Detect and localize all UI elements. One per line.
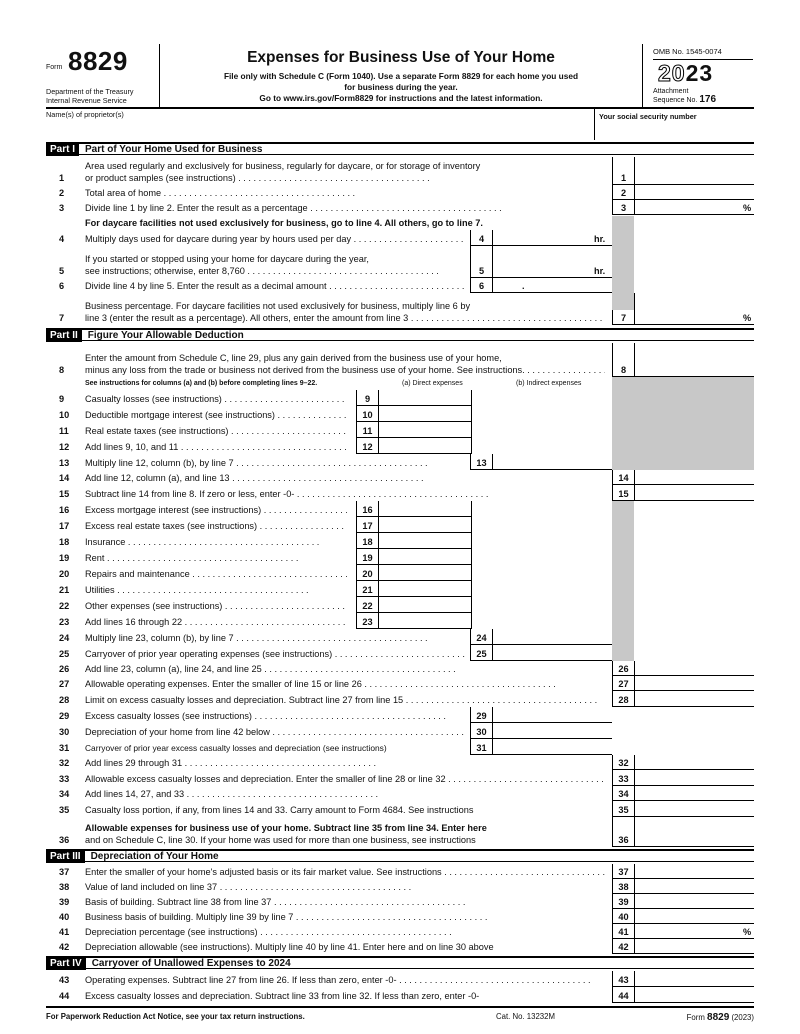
line-27-text: Allowable operating expenses. Enter the smaller of line 15 or line 26 . . <box>85 679 605 689</box>
line-2-number: 2 <box>59 188 65 198</box>
line-30-amount-field[interactable] <box>492 723 612 739</box>
proprietor-name-field[interactable] <box>46 118 594 140</box>
part-4-header <box>46 956 754 969</box>
ssn-field[interactable] <box>598 122 754 140</box>
line-35-amount-field[interactable] <box>634 801 754 817</box>
line-26-number: 26 <box>59 664 70 674</box>
line-31-box-label: 31 <box>470 739 492 755</box>
line-4-row <box>46 230 754 246</box>
line-13-text: Multiply line 12, column (b), by line 7 . . <box>85 458 465 468</box>
line-14-box-label: 14 <box>612 470 634 485</box>
line-34-number: 34 <box>59 789 70 799</box>
line-5-number: 5 <box>59 266 65 276</box>
line-25-row <box>46 645 754 661</box>
form-footer-id <box>687 1012 754 1023</box>
line-24-text: Multiply line 23, column (b), by line 7 . . <box>85 633 465 643</box>
line-17-amount-field[interactable] <box>378 517 471 533</box>
line-36-amount-field[interactable] <box>634 817 754 847</box>
line-8-amount-field[interactable] <box>634 343 754 377</box>
line-19-row <box>46 549 754 565</box>
department-name: Department of the Treasury <box>46 87 134 96</box>
line-1-amount-field[interactable] <box>634 157 754 185</box>
line-30-text: Depreciation of your home from line 42 below . . <box>85 727 465 737</box>
line-21-row <box>46 581 754 597</box>
line-14-number: 14 <box>59 473 70 483</box>
line-33-box-label: 33 <box>612 770 634 786</box>
line-29-number: 29 <box>59 711 70 721</box>
line-8-number: 8 <box>59 365 65 375</box>
line-7-text-1: Business percentage. For daycare facilities not used exclusively for business, multiply line 6 by <box>85 301 471 311</box>
proprietor-name-label: Name(s) of proprietor(s) <box>46 110 124 119</box>
line-19-box-label: 19 <box>356 549 378 565</box>
line-13-box-label: 13 <box>470 454 492 470</box>
part-2-label: Part II <box>46 330 82 342</box>
shaded-area-part1 <box>612 216 634 310</box>
line-8-row <box>46 343 754 377</box>
line-19-number: 19 <box>59 553 70 563</box>
line-21-number: 21 <box>59 585 70 595</box>
line-14-text: Add line 12, column (a), and line 13 . . <box>85 473 605 483</box>
line-41-text: Depreciation percentage (see instructions) . . <box>85 927 605 937</box>
ssn-label: Your social security number <box>599 112 697 121</box>
line-44-number: 44 <box>59 991 70 1001</box>
line-1-box-label: 1 <box>612 157 634 185</box>
line-40-row <box>46 909 754 924</box>
line-6-row <box>46 278 754 293</box>
line-38-box-label: 38 <box>612 879 634 894</box>
column-a-header: (a) Direct expenses <box>402 380 463 387</box>
line-1-text-1: Area used regularly and exclusively for business, regularly for daycare, or for storage of inventory <box>85 161 481 171</box>
line-44-box-label: 44 <box>612 987 634 1003</box>
line-13-amount-field[interactable] <box>492 454 612 470</box>
line-23-col-b-field[interactable] <box>471 613 472 629</box>
line-42-row <box>46 939 754 954</box>
line-7-text-2: line 3 (enter the result as a percentage). All others, enter the amount from line 3 . . <box>85 313 605 323</box>
line-24-number: 24 <box>59 633 70 643</box>
line-30-number: 30 <box>59 727 70 737</box>
line-37-amount-field[interactable] <box>634 864 754 879</box>
line-41-row <box>46 924 754 939</box>
line-27-number: 27 <box>59 679 70 689</box>
line-43-row <box>46 971 754 987</box>
line-18-col-b-field[interactable] <box>471 533 472 549</box>
line-7-row <box>46 293 754 325</box>
line-6-unit: . <box>522 281 525 291</box>
line-37-number: 37 <box>59 867 70 877</box>
line-6-box-label: 6 <box>470 278 492 293</box>
line-24-box-label: 24 <box>470 629 492 645</box>
sequence-number: 176 <box>699 94 717 105</box>
line-21-col-b-field[interactable] <box>471 581 472 597</box>
line-33-number: 33 <box>59 774 70 784</box>
footer-form-label: Form <box>686 1013 705 1022</box>
line-30-row <box>46 723 754 739</box>
line-23-box-label: 23 <box>356 613 378 629</box>
irs-name: Internal Revenue Service <box>46 96 127 105</box>
line-11-box-label: 11 <box>356 422 378 438</box>
line-27-box-label: 27 <box>612 676 634 691</box>
line-37-box-label: 37 <box>612 864 634 879</box>
line-8-box-label: 8 <box>612 343 634 377</box>
line-31-amount-field[interactable] <box>492 739 612 755</box>
form-id-block <box>46 44 160 107</box>
line-43-text: Operating expenses. Subtract line 27 from line 26. If less than zero, enter -0- . . <box>85 975 605 985</box>
line-26-text: Add line 23, column (a), line 24, and line 25 . . <box>85 664 605 674</box>
line-22-text: Other expenses (see instructions) . . <box>85 601 347 611</box>
line-29-text: Excess casualty losses (see instructions) . . <box>85 711 465 721</box>
subtitle-line-2: for business during the year. <box>344 82 458 92</box>
line-44-row <box>46 987 754 1003</box>
footer-form-year: (2023) <box>731 1013 754 1022</box>
line-12-col-b-field[interactable] <box>471 438 472 454</box>
line-3-box-label: 3 <box>612 200 634 215</box>
line-7-unit: % <box>743 313 752 323</box>
line-9-box-label: 9 <box>356 390 378 406</box>
line-42-text: Depreciation allowable (see instructions). Multiply line 40 by line 41. Enter here and on line 30 above <box>85 942 494 952</box>
line-21-box-label: 21 <box>356 581 378 597</box>
line-24-row <box>46 629 754 645</box>
line-1-number: 1 <box>59 173 65 183</box>
line-6-amount-field[interactable] <box>492 278 612 293</box>
line-7-box-label: 7 <box>612 293 634 325</box>
line-20-row <box>46 565 754 581</box>
line-5-box-label: 5 <box>470 246 492 278</box>
line-23-amount-field[interactable] <box>378 613 471 629</box>
paperwork-notice: For Paperwork Reduction Act Notice, see your tax return instructions. <box>46 1012 305 1021</box>
column-b-header: (b) Indirect expenses <box>516 380 582 387</box>
line-10-amount-field[interactable] <box>378 406 471 422</box>
line-26-amount-field[interactable] <box>634 661 754 676</box>
line-38-number: 38 <box>59 882 70 892</box>
shaded-area-part2-a <box>612 377 754 470</box>
daycare-note: For daycare facilities not used exclusively for business, go to line 4. All others, go to line 7. <box>85 218 483 228</box>
line-9-amount-field[interactable] <box>378 390 471 406</box>
line-11-col-b-field[interactable] <box>471 422 472 438</box>
line-18-number: 18 <box>59 537 70 547</box>
line-27-row <box>46 676 754 691</box>
line-41-unit: % <box>743 927 752 937</box>
line-22-box-label: 22 <box>356 597 378 613</box>
line-1-text-2: or product samples (see instructions) . . <box>85 173 605 183</box>
line-4-number: 4 <box>59 234 65 244</box>
line-43-number: 43 <box>59 975 70 985</box>
line-31-row <box>46 739 754 755</box>
line-32-row <box>46 755 754 770</box>
line-44-text: Excess casualty losses and depreciation. Subtract line 33 from line 32. If less than zero, enter -0- <box>85 991 480 1001</box>
attachment-label: Attachment <box>653 88 689 95</box>
line-27-amount-field[interactable] <box>634 676 754 691</box>
line-1-row <box>46 157 754 185</box>
form-number: 8829 <box>68 46 128 76</box>
line-22-row <box>46 597 754 613</box>
line-38-amount-field[interactable] <box>634 879 754 894</box>
line-36-text-1: Allowable expenses for business use of your home. Subtract line 35 from line 34. Enter here <box>85 823 487 833</box>
line-33-row <box>46 770 754 786</box>
line-2-text: Total area of home . . <box>85 188 605 198</box>
sequence-label: Sequence No. <box>653 97 698 104</box>
line-4-unit: hr. <box>594 234 606 244</box>
line-40-number: 40 <box>59 912 70 922</box>
footer <box>46 1006 754 1021</box>
line-11-number: 11 <box>59 426 69 436</box>
line-15-amount-field[interactable] <box>634 485 754 501</box>
part-2-header <box>46 328 754 341</box>
line-26-row <box>46 661 754 676</box>
line-3-unit: % <box>743 203 752 213</box>
form-8829 <box>46 44 754 1022</box>
line-16-row <box>46 501 754 517</box>
line-37-row <box>46 864 754 879</box>
footer-form-number: 8829 <box>707 1012 730 1023</box>
line-30-box-label: 30 <box>470 723 492 739</box>
line-16-col-b-field[interactable] <box>471 501 472 517</box>
line-20-number: 20 <box>59 569 70 579</box>
line-36-row <box>46 817 754 847</box>
line-32-number: 32 <box>59 758 70 768</box>
line-18-amount-field[interactable] <box>378 533 471 549</box>
line-15-row <box>46 485 754 501</box>
line-39-row <box>46 894 754 909</box>
line-25-box-label: 25 <box>470 645 492 661</box>
line-23-number: 23 <box>59 617 70 627</box>
line-25-text: Carryover of prior year operating expenses (see instructions) . . <box>85 649 465 659</box>
line-18-box-label: 18 <box>356 533 378 549</box>
header-divider <box>46 107 754 109</box>
line-7-amount-field[interactable] <box>634 293 754 325</box>
line-18-text: Insurance . . <box>85 537 347 547</box>
line-22-amount-field[interactable] <box>378 597 471 613</box>
line-32-text: Add lines 29 through 31 . . <box>85 758 605 768</box>
form-title: Expenses for Business Use of Your Home <box>247 49 555 66</box>
line-16-text: Excess mortgage interest (see instructions) . . <box>85 505 347 515</box>
tax-year <box>658 60 713 87</box>
line-12-box-label: 12 <box>356 438 378 454</box>
line-11-amount-field[interactable] <box>378 422 471 438</box>
line-42-number: 42 <box>59 942 70 952</box>
part-3-title: Depreciation of Your Home <box>90 851 219 862</box>
line-10-text: Deductible mortgage interest (see instructions) . . <box>85 410 347 420</box>
line-24-amount-field[interactable] <box>492 629 612 645</box>
line-29-amount-field[interactable] <box>492 707 612 723</box>
line-15-text: Subtract line 14 from line 8. If zero or less, enter -0- . . <box>85 489 605 499</box>
line-9-number: 9 <box>59 394 65 404</box>
line-19-col-b-field[interactable] <box>471 549 472 565</box>
line-34-box-label: 34 <box>612 786 634 801</box>
line-36-number: 36 <box>59 835 70 845</box>
line-9-col-b-field[interactable] <box>471 390 472 406</box>
line-34-row <box>46 786 754 801</box>
line-43-box-label: 43 <box>612 971 634 987</box>
subtitle-line-3: Go to www.irs.gov/Form8829 for instructions and the latest information. <box>259 93 543 103</box>
part-2-title: Figure Your Allowable Deduction <box>87 330 244 341</box>
line-4-box-label: 4 <box>470 230 492 246</box>
line-21-amount-field[interactable] <box>378 581 471 597</box>
line-28-row <box>46 691 754 707</box>
line-26-box-label: 26 <box>612 661 634 676</box>
line-5-row <box>46 246 754 278</box>
line-3-row <box>46 200 754 215</box>
line-40-text: Business basis of building. Multiply line 39 by line 7 . . <box>85 912 605 922</box>
form-label: Form <box>46 64 63 71</box>
line-40-amount-field[interactable] <box>634 909 754 924</box>
year-suffix: 23 <box>685 60 714 86</box>
line-33-amount-field[interactable] <box>634 770 754 786</box>
line-25-number: 25 <box>59 649 70 659</box>
line-44-amount-field[interactable] <box>634 987 754 1003</box>
line-18-row <box>46 533 754 549</box>
omb-block <box>642 44 754 107</box>
line-17-text: Excess real estate taxes (see instructions) . . <box>85 521 347 531</box>
omb-number: OMB No. 1545-0074 <box>653 47 753 60</box>
line-39-text: Basis of building. Subtract line 38 from line 37 . . <box>85 897 605 907</box>
line-15-number: 15 <box>59 489 70 499</box>
line-6-number: 6 <box>59 281 65 291</box>
line-17-number: 17 <box>59 521 70 531</box>
title-block <box>160 44 642 107</box>
line-25-amount-field[interactable] <box>492 645 612 661</box>
line-22-number: 22 <box>59 601 70 611</box>
part-3-header <box>46 849 754 862</box>
cat-number: Cat. No. 13232M <box>496 1012 555 1021</box>
line-12-amount-field[interactable] <box>378 438 471 454</box>
part-1-header <box>46 142 754 155</box>
line-36-box-label: 36 <box>612 817 634 847</box>
line-31-number: 31 <box>59 743 70 753</box>
line-41-number: 41 <box>59 927 70 937</box>
line-35-box-label: 35 <box>612 801 634 817</box>
line-3-amount-field[interactable] <box>634 200 754 215</box>
line-40-box-label: 40 <box>612 909 634 924</box>
line-20-box-label: 20 <box>356 565 378 581</box>
line-34-text: Add lines 14, 27, and 33 . . <box>85 789 605 799</box>
line-28-number: 28 <box>59 695 70 705</box>
line-31-text: Carryover of prior year excess casualty losses and depreciation (see instructions) <box>85 743 387 753</box>
line-10-box-label: 10 <box>356 406 378 422</box>
line-17-box-label: 17 <box>356 517 378 533</box>
line-20-amount-field[interactable] <box>378 565 471 581</box>
line-39-box-label: 39 <box>612 894 634 909</box>
year-prefix: 20 <box>658 60 686 86</box>
line-4-text: Multiply days used for daycare during year by hours used per day . . <box>85 234 465 244</box>
attachment-sequence <box>653 88 716 105</box>
line-11-text: Real estate taxes (see instructions) . . <box>85 426 347 436</box>
line-3-number: 3 <box>59 203 65 213</box>
line-42-amount-field[interactable] <box>634 939 754 954</box>
line-23-row <box>46 613 754 629</box>
form-subtitle <box>160 71 642 104</box>
line-3-text: Divide line 1 by line 2. Enter the result as a percentage . . <box>85 203 605 213</box>
line-42-box-label: 42 <box>612 939 634 954</box>
line-19-amount-field[interactable] <box>378 549 471 565</box>
line-16-number: 16 <box>59 505 70 515</box>
part-1-label: Part I <box>46 144 79 156</box>
line-16-amount-field[interactable] <box>378 501 471 517</box>
line-23-text: Add lines 16 through 22 . . <box>85 617 347 627</box>
line-32-amount-field[interactable] <box>634 755 754 770</box>
line-32-box-label: 32 <box>612 755 634 770</box>
line-12-text: Add lines 9, 10, and 11 . . <box>85 442 347 452</box>
line-34-amount-field[interactable] <box>634 786 754 801</box>
line-38-text: Value of land included on line 37 . . <box>85 882 605 892</box>
line-10-col-b-field[interactable] <box>471 406 472 422</box>
line-5-text-2: see instructions; otherwise, enter 8,760 . . <box>85 266 465 276</box>
line-17-col-b-field[interactable] <box>471 517 472 533</box>
part-4-title: Carryover of Unallowed Expenses to 2024 <box>91 958 291 969</box>
line-12-number: 12 <box>59 442 70 452</box>
line-36-text-2: and on Schedule C, line 30. If your home was used for more than one business, see instructions <box>85 835 476 845</box>
line-5-text-1: If you started or stopped using your home for daycare during the year, <box>85 254 369 264</box>
line-33-text: Allowable excess casualty losses and depreciation. Enter the smaller of line 28 or line 32 . . <box>85 774 605 784</box>
line-8-text-2: minus any loss from the trade or business not derived from the business use of your home. See instructions. . . <box>85 365 605 375</box>
line-14-amount-field[interactable] <box>634 470 754 485</box>
subtitle-line-1: File only with Schedule C (Form 1040). Use a separate Form 8829 for each home you used <box>223 71 579 81</box>
line-41-box-label: 41 <box>612 924 634 939</box>
shaded-area-part2-b <box>612 501 634 661</box>
line-43-amount-field[interactable] <box>634 971 754 987</box>
line-39-amount-field[interactable] <box>634 894 754 909</box>
line-13-number: 13 <box>59 458 70 468</box>
line-2-row <box>46 185 754 200</box>
line-5-unit: hr. <box>594 266 606 276</box>
line-35-row <box>46 801 754 817</box>
line-15-box-label: 15 <box>612 485 634 501</box>
line-7-number: 7 <box>59 313 65 323</box>
columns-note: See instructions for columns (a) and (b) before completing lines 9–22. <box>85 380 318 387</box>
line-9-text: Casualty losses (see instructions) . . <box>85 394 347 404</box>
line-20-col-b-field[interactable] <box>471 565 472 581</box>
line-28-amount-field[interactable] <box>634 691 754 707</box>
line-8-text-1: Enter the amount from Schedule C, line 29, plus any gain derived from the business use of your home, <box>85 353 502 363</box>
line-22-col-b-field[interactable] <box>471 597 472 613</box>
line-16-box-label: 16 <box>356 501 378 517</box>
line-28-text: Limit on excess casualty losses and depreciation. Subtract line 27 from line 15 . . <box>85 695 605 705</box>
department-block <box>46 87 160 105</box>
line-21-text: Utilities . . <box>85 585 347 595</box>
part-1-title: Part of Your Home Used for Business <box>85 144 263 155</box>
line-2-amount-field[interactable] <box>634 185 754 200</box>
line-28-box-label: 28 <box>612 691 634 707</box>
name-divider <box>594 108 595 140</box>
line-14-row <box>46 470 754 485</box>
line-35-text: Casualty loss portion, if any, from lines 14 and 33. Carry amount to Form 4684. See instructions <box>85 805 474 815</box>
line-17-row <box>46 517 754 533</box>
part-4-label: Part IV <box>46 958 86 970</box>
line-41-amount-field[interactable] <box>634 924 754 939</box>
line-10-number: 10 <box>59 410 70 420</box>
line-35-number: 35 <box>59 805 70 815</box>
line-2-box-label: 2 <box>612 185 634 200</box>
line-38-row <box>46 879 754 894</box>
line-39-number: 39 <box>59 897 70 907</box>
line-29-row <box>46 707 754 723</box>
line-19-text: Rent . . <box>85 553 347 563</box>
line-29-box-label: 29 <box>470 707 492 723</box>
part-3-label: Part III <box>46 851 85 863</box>
line-37-text: Enter the smaller of your home's adjusted basis or its fair market value. See instructions . . <box>85 867 605 877</box>
line-6-text: Divide line 4 by line 5. Enter the result as a decimal amount . . <box>85 281 465 291</box>
line-20-text: Repairs and maintenance . . <box>85 569 347 579</box>
